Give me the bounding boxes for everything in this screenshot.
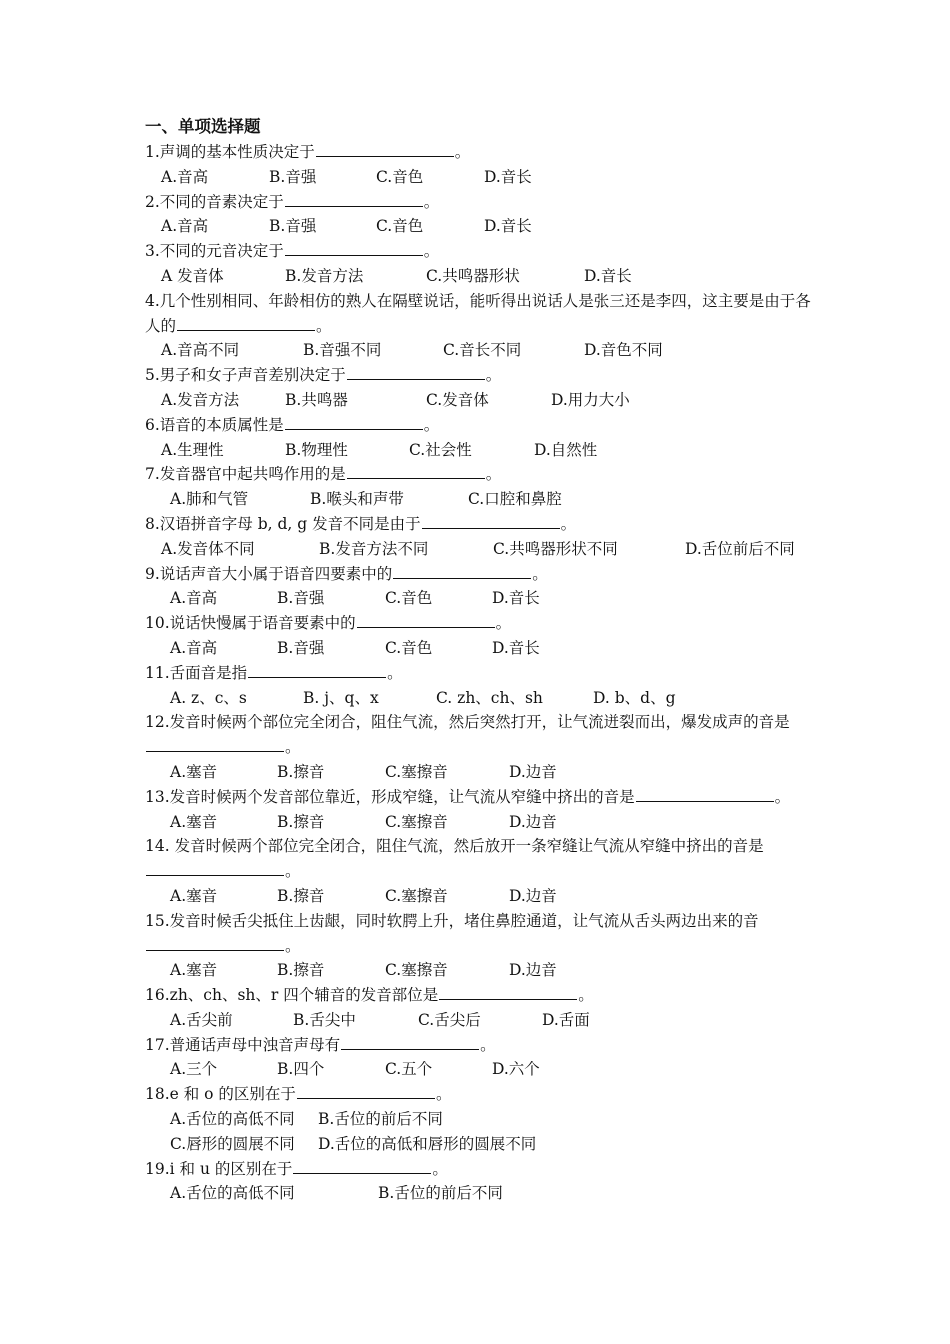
option-b: B.发音方法: [285, 266, 364, 285]
question-text: 2.不同的音素决定于: [145, 192, 284, 211]
option-a: A.音高: [161, 217, 209, 236]
question-18: [145, 1082, 825, 1107]
option-c: C.舌尖后: [418, 1010, 481, 1029]
option-d: D.音长: [492, 638, 540, 657]
answer-blank: [146, 874, 284, 876]
question-end: 。: [560, 514, 577, 533]
question-end: 。: [432, 1159, 448, 1178]
option-b: B.音强不同: [303, 341, 382, 360]
answer-blank: [146, 750, 284, 752]
question-end: 。: [532, 564, 548, 583]
option-d: D.音长: [484, 217, 532, 236]
options-row: [145, 1132, 825, 1157]
question-text: 6.语音的本质属性是: [145, 415, 284, 434]
question-end: 。: [578, 986, 594, 1005]
option-b: B.音强: [277, 638, 325, 657]
question-text: 5.男子和女子声音差别决定于: [145, 366, 346, 385]
question-end: 。: [285, 862, 301, 881]
question-text: 7.发音器官中起共鸣作用的是: [145, 465, 346, 484]
option-d: D. b、d、g: [593, 688, 676, 707]
option-b: B.舌尖中: [293, 1010, 356, 1029]
option-c: C. zh、ch、sh: [436, 688, 543, 707]
question-6: [145, 413, 825, 438]
answer-blank: [347, 378, 485, 380]
options-row: [145, 884, 825, 909]
option-b: B.擦音: [277, 762, 325, 781]
answer-blank: [439, 998, 577, 1000]
question-3: [145, 239, 825, 264]
option-c: C.发音体: [426, 390, 489, 409]
options-row: [145, 636, 825, 661]
answer-blank: [297, 1097, 435, 1099]
answer-blank: [285, 205, 423, 207]
options-row: [145, 586, 825, 611]
answer-blank: [177, 329, 315, 331]
question-end: 。: [485, 366, 502, 385]
question-end: 。: [454, 143, 471, 161]
question-text: 12.发音时候两个部位完全闭合，阻住气流，然后突然打开，让气流迸裂而出，爆发成声的音是: [145, 713, 790, 732]
option-b: B.发音方法不同: [319, 539, 429, 558]
option-a: A.三个: [170, 1060, 218, 1079]
question-end: 。: [423, 242, 440, 261]
option-b: B. j、q、x: [303, 688, 379, 707]
option-a: A.舌位的高低不同: [170, 1110, 295, 1129]
question-text: 4.几个性别相同、年龄相仿的熟人在隔壁说话，能听得出说话人是张三还是李四，这主要是由于各人的: [145, 291, 811, 335]
options-row: [145, 810, 825, 835]
options-row: [145, 388, 825, 413]
option-d: D.用力大小: [551, 390, 630, 409]
question-end: 。: [495, 614, 512, 633]
option-b: B.擦音: [277, 961, 325, 980]
option-d: D.边音: [509, 762, 557, 781]
option-d: D.自然性: [534, 440, 598, 459]
options-row: [145, 760, 825, 785]
options-row: [145, 686, 825, 711]
question-text: 9.说话声音大小属于语音四要素中的: [145, 564, 393, 583]
question-text: 16.zh、ch、sh、r 四个辅音的发音部位是: [145, 986, 439, 1005]
question-9: [145, 562, 825, 587]
option-c: C.口腔和鼻腔: [468, 490, 562, 509]
option-c: C.共鸣器形状不同: [493, 539, 618, 558]
option-d: D.六个: [492, 1060, 540, 1079]
question-14: [145, 834, 825, 884]
answer-blank: [285, 254, 423, 256]
question-12: [145, 710, 825, 760]
question-end: 。: [485, 465, 502, 484]
question-end: 。: [423, 192, 440, 211]
option-b: B.擦音: [277, 812, 325, 831]
option-a: A.舌位的高低不同: [170, 1184, 295, 1203]
option-a: A.音高: [170, 638, 218, 657]
option-a: A.塞音: [170, 886, 218, 905]
options-row: [145, 487, 825, 512]
question-text: 15.发音时候舌尖抵住上齿龈，同时软腭上升，堵住鼻腔通道，让气流从舌头两边出来的音: [145, 911, 759, 930]
option-a: A.发音方法: [161, 390, 240, 409]
answer-blank: [393, 577, 531, 579]
question-5: [145, 363, 825, 388]
question-4: [145, 289, 825, 339]
question-end: 。: [480, 1035, 496, 1054]
question-1: [145, 140, 825, 165]
option-c: C.音色: [385, 638, 433, 657]
options-row: [145, 214, 825, 239]
question-2: [145, 190, 825, 215]
question-end: 。: [387, 663, 403, 682]
option-b: B.舌位的前后不同: [318, 1110, 443, 1129]
answer-blank: [146, 949, 284, 951]
option-a: A.生理性: [161, 440, 224, 459]
answer-blank: [341, 1048, 479, 1050]
question-16: [145, 983, 825, 1008]
option-b: B.音强: [277, 589, 325, 608]
option-d: D.音色不同: [584, 341, 663, 360]
question-end: 。: [285, 936, 301, 955]
answer-blank: [316, 155, 454, 157]
question-text: 11.舌面音是指: [145, 663, 248, 682]
options-row: [145, 1057, 825, 1082]
options-row: [145, 438, 825, 463]
answer-blank: [293, 1172, 431, 1174]
question-end: 。: [435, 1085, 452, 1104]
option-b: B.喉头和声带: [310, 490, 404, 509]
option-c: C.社会性: [409, 440, 472, 459]
answer-blank: [248, 676, 386, 678]
option-c: C.音长不同: [443, 341, 522, 360]
option-a: A.发音体不同: [161, 539, 255, 558]
answer-blank: [347, 477, 485, 479]
option-d: D.舌位的高低和唇形的圆展不同: [318, 1134, 537, 1153]
question-text: 14. 发音时候两个部位完全闭合，阻住气流，然后放开一条窄缝让气流从窄缝中挤出的音是: [145, 837, 764, 856]
answer-blank: [285, 428, 423, 430]
option-c: C.塞擦音: [385, 762, 448, 781]
question-text: 10.说话快慢属于语音要素中的: [145, 614, 356, 633]
question-text: 1.声调的基本性质决定于: [145, 143, 315, 161]
option-a: A 发音体: [161, 266, 224, 285]
option-a: A.音高: [170, 589, 218, 608]
answer-blank: [422, 527, 560, 529]
options-row: [145, 165, 825, 190]
question-13: [145, 785, 825, 810]
question-text: 13.发音时候两个发音部位靠近，形成窄缝，让气流从窄缝中挤出的音是: [145, 787, 635, 806]
question-end: 。: [285, 738, 301, 757]
question-end: 。: [774, 787, 791, 806]
option-d: D.边音: [509, 812, 557, 831]
option-c: C.塞擦音: [385, 961, 448, 980]
question-text: 18.e 和 o 的区别在于: [145, 1085, 296, 1104]
options-row: [145, 537, 825, 562]
options-row: [145, 958, 825, 983]
option-d: D.音长: [484, 167, 532, 186]
option-a: A. z、c、s: [170, 688, 247, 707]
option-c: C.音色: [376, 217, 424, 236]
option-c: C.音色: [385, 589, 433, 608]
option-a: A.肺和气管: [170, 490, 249, 509]
question-text: 8.汉语拼音字母 b, d, g 发音不同是由于: [145, 514, 421, 533]
question-19: [145, 1157, 825, 1182]
question-7: [145, 462, 825, 487]
question-8: [145, 512, 825, 537]
option-c: C.唇形的圆展不同: [170, 1134, 295, 1153]
option-b: B.音强: [269, 217, 317, 236]
question-11: [145, 661, 825, 686]
option-a: A.塞音: [170, 812, 218, 831]
option-a: A.舌尖前: [170, 1010, 233, 1029]
options-row: [145, 1008, 825, 1033]
option-b: B.舌位的前后不同: [378, 1184, 503, 1203]
answer-blank: [636, 800, 774, 802]
question-text: 17.普通话声母中浊音声母有: [145, 1035, 341, 1054]
option-b: B.物理性: [285, 440, 348, 459]
question-10: [145, 611, 825, 636]
options-row: [145, 1107, 825, 1132]
option-a: A.塞音: [170, 961, 218, 980]
option-d: D.音长: [492, 589, 540, 608]
question-end: 。: [316, 316, 332, 335]
option-a: A.塞音: [170, 762, 218, 781]
section-title: 一、单项选择题: [145, 117, 261, 136]
question-text: 19.i 和 u 的区别在于: [145, 1159, 293, 1178]
option-d: D.舌面: [542, 1010, 590, 1029]
option-d: D.边音: [509, 886, 557, 905]
options-row: [145, 338, 825, 363]
option-c: C.塞擦音: [385, 812, 448, 831]
option-d: D.边音: [509, 961, 557, 980]
option-d: D.舌位前后不同: [685, 539, 795, 558]
option-b: B.擦音: [277, 886, 325, 905]
option-c: C.音色: [376, 167, 424, 186]
option-a: A.音高: [161, 167, 209, 186]
question-17: [145, 1033, 825, 1058]
options-row: [145, 264, 825, 289]
option-b: B.共鸣器: [285, 390, 348, 409]
options-row: [145, 1181, 825, 1206]
question-15: [145, 909, 825, 959]
option-c: C.共鸣器形状: [426, 266, 520, 285]
question-list: [145, 114, 825, 1206]
question-text: 3.不同的元音决定于: [145, 242, 284, 261]
option-c: C.五个: [385, 1060, 433, 1079]
answer-blank: [357, 626, 495, 628]
questions: [145, 140, 825, 1206]
option-a: A.音高不同: [161, 341, 240, 360]
option-b: B.四个: [277, 1060, 325, 1079]
option-d: D.音长: [584, 266, 632, 285]
option-c: C.塞擦音: [385, 886, 448, 905]
option-b: B.音强: [269, 167, 317, 186]
question-end: 。: [423, 415, 440, 434]
